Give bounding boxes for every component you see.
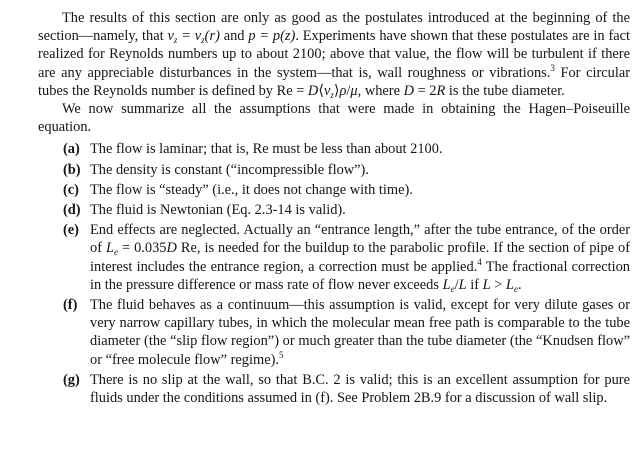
item-text: End effects are neglected. Actually an “entrance length,” after the tube entrance, of the order of [90,222,630,257]
assumption-item-d [38,201,630,219]
item-label: (g) [63,371,80,388]
item-text: There is no slip at the wall, so that B.C. 2 is valid; this is an excellent assumption for pure fluids under the conditions assumed in (f). See Problem 2B.9 for a discussion of wall slip. [90,371,630,407]
paragraph-postulates [38,9,630,100]
equation-inequality: $L > L_e$ [482,276,518,294]
item-label: (f) [63,297,78,314]
footnote-ref-4: 4 [477,256,482,267]
item-label: (d) [63,202,81,219]
paragraph-summary: We now summarize all the assumptions that were made in obtaining the Hagen–Poiseuille equation. [38,101,630,136]
paragraph-text: , where [357,82,404,99]
assumption-item-e [38,221,630,294]
equation-diameter: D = 2R [403,82,446,99]
paragraph-text: The results of this section are only as good as the postulates introduced at the beginning of the section—namely, that [38,10,630,45]
item-text: The fractional correction in the pressure difference or mass rate of flow never exceeds [90,258,630,293]
footnote-ref-5: 5 [278,349,284,360]
item-label: (e) [63,222,79,239]
equation-pressure: p = p(z) [248,28,296,45]
item-text: . [517,276,522,293]
equation-velocity: $v_z = v_z(r)$ [167,28,220,46]
item-label: (c) [63,181,79,198]
assumption-item-g [38,371,630,407]
paragraph-text: . Experiments have shown that these postulates are in fact realized for Reynolds numbers up to about 2100; above that value, the flow will be turbulent if there are any appreciable disturbances in the system—that is, wall roughness or vibrations. [38,28,631,81]
item-label: (a) [63,141,80,158]
item-label: (b) [63,161,81,178]
assumption-item-f [38,296,630,369]
assumption-item-a [38,140,630,158]
item-text: The fluid behaves as a continuum—this assumption is valid, except for very dilute gases or very narrow capillary tubes, in which the molecular mean free path is comparable to the tube diameter (the “slip flow region”) or much greater than the tube diameter (the “Knudsen flow” or “free molecule flow” regime). [90,297,630,368]
item-text: if [466,276,483,293]
assumptions-list [38,140,630,407]
assumption-item-c [38,181,630,199]
paragraph-text: and [219,28,249,45]
paragraph-text: For circular tubes the Reynolds number is defined by [38,64,631,99]
equation-reynolds: $Re = D⟨v_z⟩\rho/\mu$ [276,82,358,100]
item-text: , is needed for the buildup to the parabolic profile. If the section of pipe of interest includes the entrance region, a correction must be applied. [90,240,630,275]
assumption-item-b [38,161,630,179]
equation-fraction: $L_e/L$ [442,276,467,294]
item-text: The flow is laminar; that is, Re must be less than about 2100. [90,141,443,158]
item-text: The flow is “steady” (i.e., it does not change with time). [90,181,413,198]
item-text: The fluid is Newtonian (Eq. 2.3-14 is valid). [90,202,346,219]
item-text: The density is constant (“incompressible flow”). [90,161,369,178]
footnote-ref-3: 3 [550,62,555,73]
paragraph-text: is the tube diameter. [445,82,565,99]
equation-entrance-length: $L_e = 0.035D$ Re [105,240,197,258]
